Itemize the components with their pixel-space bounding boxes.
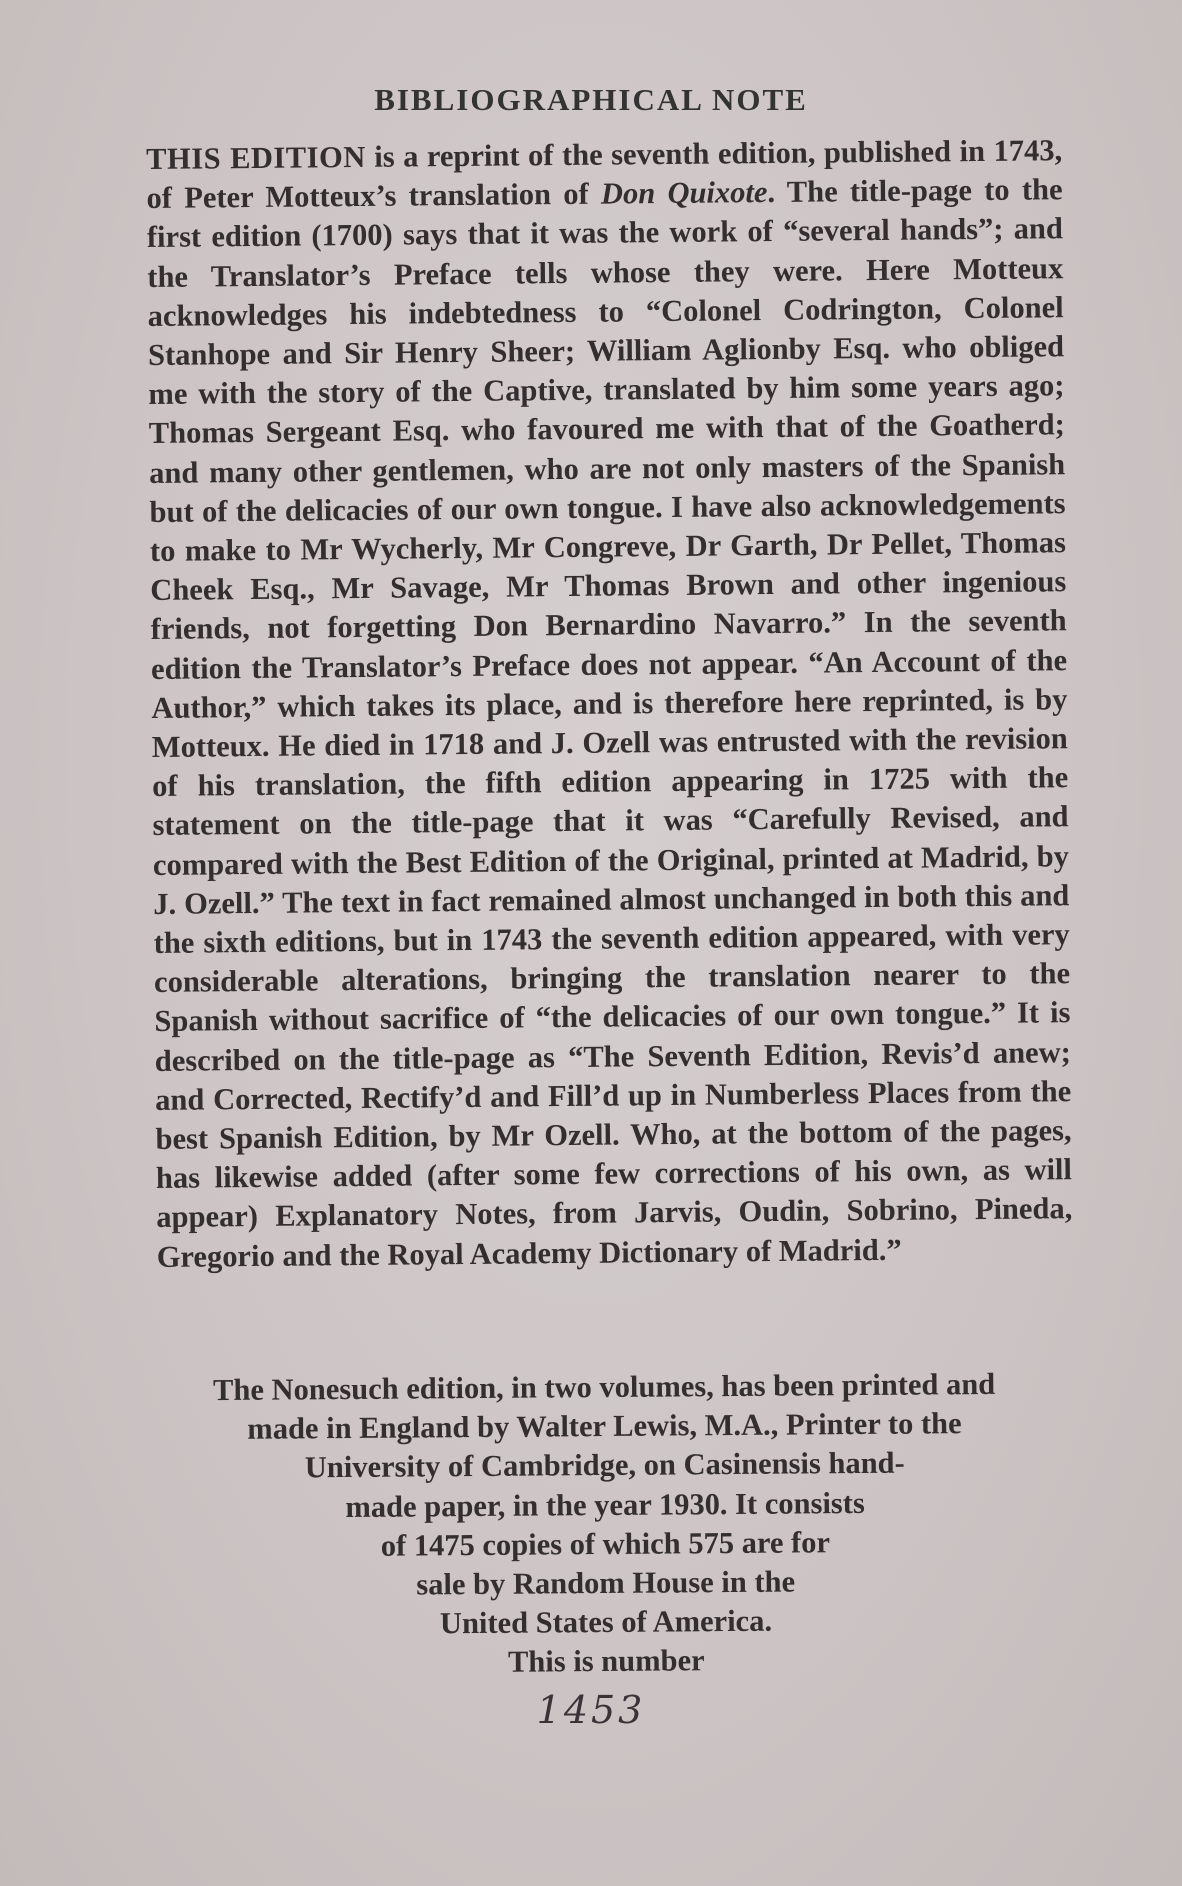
paragraph-text-part-1: is a reprint of the seventh edition, published in 1743, of Peter Motteux’s translation of — [146, 133, 1063, 216]
paragraph-lead: THIS EDITION — [146, 139, 366, 176]
colophon — [146, 1364, 1064, 1685]
handwritten-copy-number: 1453 — [536, 1688, 646, 1732]
colophon-line: made in England by Walter Lewis, M.A., Printer to the — [247, 1406, 962, 1447]
colophon-line: of 1475 copies of which 575 are for — [380, 1525, 831, 1563]
bibliographical-note-paragraph — [146, 131, 1073, 1277]
colophon-line: sale by Random House in the — [416, 1564, 796, 1602]
colophon-line: This is number — [507, 1643, 705, 1680]
colophon-line: made paper, in the year 1930. It consists — [345, 1485, 865, 1524]
book-title-italic: Don Quixote — [600, 175, 768, 211]
colophon-line: University of Cambridge, on Casinensis hand- — [304, 1446, 905, 1485]
colophon-line: United States of America. — [439, 1603, 773, 1641]
colophon-line: The Nonesuch edition, in two volumes, has been printed and — [212, 1366, 996, 1408]
paragraph-text-part-2: . The title-page to the first edition (1700) says that it was the work of “several hands”; and the Translator’s Preface tells whose they were. Here Motteux acknowledges his indebtedness to “Colonel Codrington, Colonel Stanhope and Sir Henry Sheer; William Aglionby Esq. who obliged me with the story of the Captive, translated by him some years ago; Thomas Sergeant Esq. who favoured me with that of the Goatherd; and many other gentlemen, who are not only masters of the Spanish but of the delicacies of our own tongue. I have also acknowledgements to make to Mr Wycherly, Mr Congreve, Dr Garth, Dr Pellet, Thomas Cheek Esq., Mr Savage, Mr Thomas Brown and other ingenious friends, not forgetting Don Bernardino Navarro.” In the seventh edition the Translator’s Preface does not appear. “An Account of the Author,” which takes its place, and is therefore here reprinted, is by Motteux. He died in 1718 and J. Ozell was entrusted with the revision of his translation, the fifth edition appearing in 1725 with the statement on the title-page that it was “Carefully Revised, and compared with the Best Edition of the Original, printed at Madrid, by J. Ozell.” The text in fact remained almost unchanged in both this and the sixth editions, but in 1743 the seventh edition appeared, with very considerable alterations, bringing the translation nearer to the Spanish without sacrifice of “the delicacies of our own tongue.” It is described on the title-page as “The Seventh Edition, Revis’d anew; and Corrected, Rectify’d and Fill’d up in Numberless Places from the best Spanish Edition, by Mr Ozell. Who, at the bottom of the pages, has likewise added (after some few corrections of his own, as will appear) Explanatory Notes, from Jarvis, Oudin, Sobrino, Pineda, Gregorio and the Royal Academy Dictionary of Madrid.” — [146, 172, 1073, 1274]
page-heading: BIBLIOGRAPHICAL NOTE — [374, 82, 808, 117]
